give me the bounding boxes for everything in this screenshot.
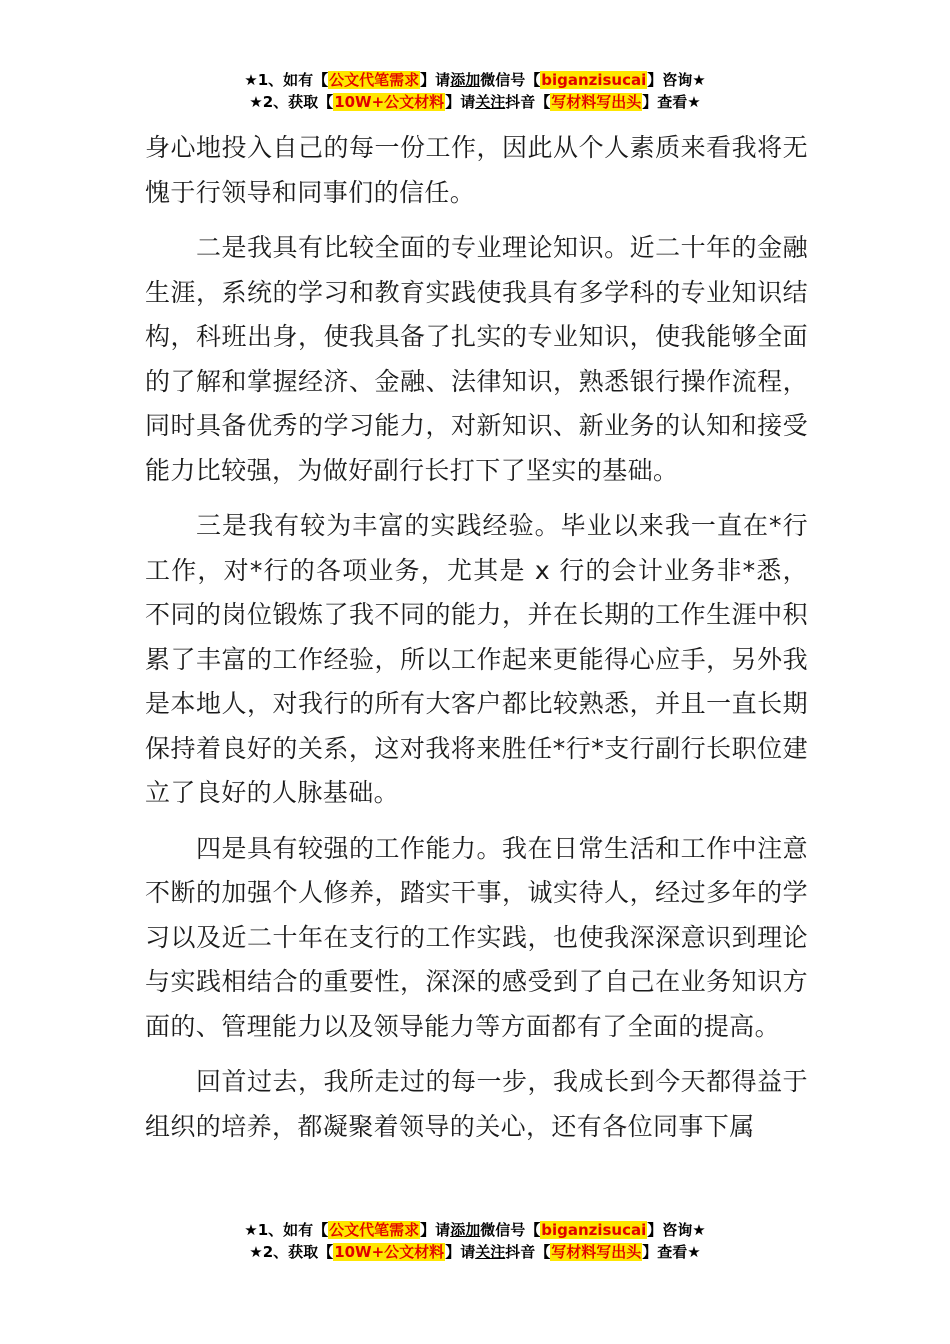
banner-line-2: ★2、获取【10W+公文材料】请关注抖音【写材料写出头】查看★ <box>249 1243 701 1261</box>
highlight-materials: 10W+公文材料 <box>334 1243 445 1261</box>
highlight-wechat-id: biganzisucai <box>541 1221 647 1239</box>
highlight-douyin: 写材料写出头 <box>551 1243 642 1261</box>
highlight-douyin: 写材料写出头 <box>551 93 642 111</box>
highlight-service: 公文代笔需求 <box>329 71 420 89</box>
document-body <box>145 126 808 1149</box>
paragraph-work-ability: 四是具有较强的工作能力。我在日常生活和工作中注意不断的加强个人修养，踏实干事，诚实待人，经过多年的学习以及近二十年在支行的工作实践，也使我深深意识到理论与实践相结合的重要性，深深的感受到了自己在业务知识方面的、管理能力以及领导能力等方面都有了全面的提高。 <box>145 833 808 1041</box>
banner-line-2: ★2、获取【10W+公文材料】请关注抖音【写材料写出头】查看★ <box>249 93 701 111</box>
paragraph-continuation: 身心地投入自己的每一份工作，因此从个人素质来看我将无愧于行领导和同事们的信任。 <box>145 133 808 207</box>
paragraph-theory-knowledge: 二是我具有比较全面的专业理论知识。近二十年的金融生涯，系统的学习和教育实践使我具有多学科的专业知识结构，科班出身，使我具备了扎实的专业知识，使我能够全面的了解和掌握经济、金融、法律知识，熟悉银行操作流程，同时具备优秀的学习能力，对新知识、新业务的认知和接受能力比较强，为做好副行长打下了坚实的基础。 <box>145 233 808 485</box>
paragraph-practical-experience: 三是我有较为丰富的实践经验。毕业以来我一直在*行工作，对*行的各项业务，尤其是 x 行的会计业务非*悉，不同的岗位锻炼了我不同的能力，并在长期的工作生涯中积累了丰富的工作经验，所以工作起来更能得心应手，另外我是本地人，对我行的所有大客户都比较熟悉，并且一直长期保持着良好的关系，这对我将来胜任*行*支行副行长职位建立了良好的人脉基础。 <box>145 511 808 807</box>
footer-banner <box>0 1219 950 1263</box>
highlight-materials: 10W+公文材料 <box>334 93 445 111</box>
highlight-service: 公文代笔需求 <box>329 1221 420 1239</box>
banner-line-1: ★1、如有【公文代笔需求】请添加微信号【biganzisucai】咨询★ <box>244 71 706 89</box>
highlight-wechat-id: biganzisucai <box>541 71 647 89</box>
paragraph-retrospective: 回首过去，我所走过的每一步，我成长到今天都得益于组织的培养，都凝聚着领导的关心，还有各位同事下属 <box>145 1067 808 1141</box>
banner-line-1: ★1、如有【公文代笔需求】请添加微信号【biganzisucai】咨询★ <box>244 1221 706 1239</box>
header-banner <box>0 69 950 113</box>
